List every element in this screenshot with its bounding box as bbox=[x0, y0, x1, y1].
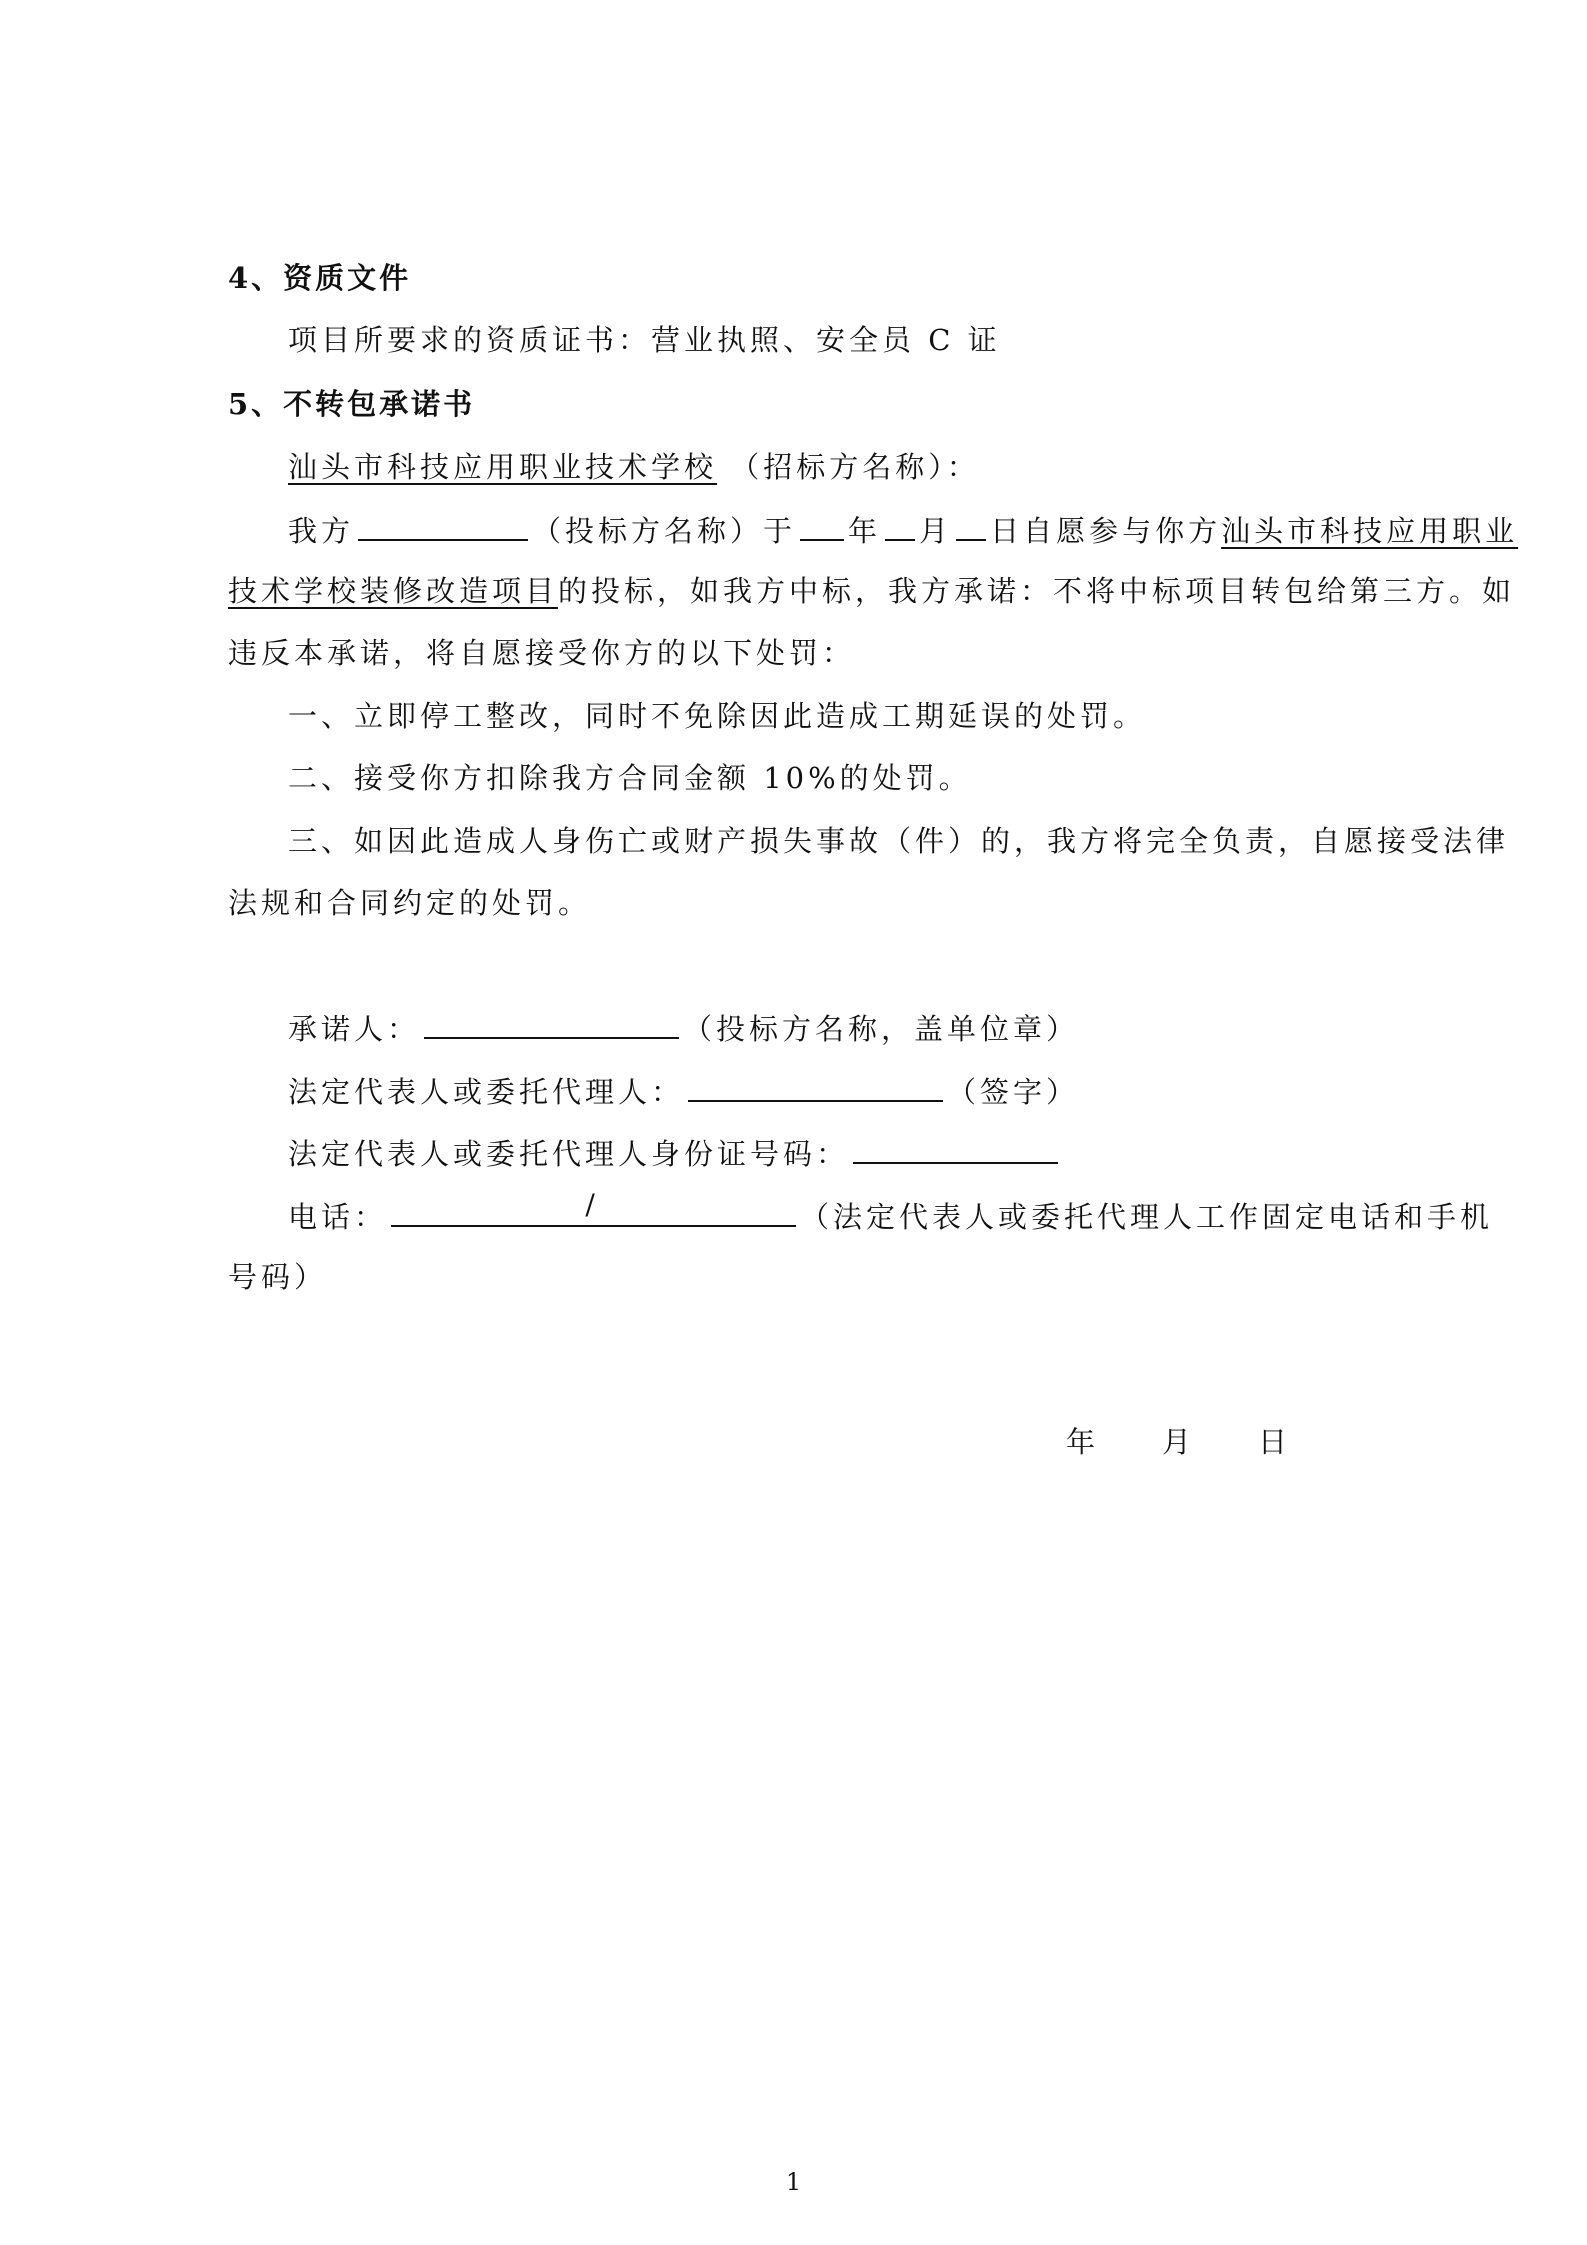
p1-year: 年 bbox=[848, 514, 882, 548]
month-blank[interactable] bbox=[885, 509, 915, 541]
phone-note-a: （法定代表人或委托代理人工作固定电话和手机 bbox=[800, 1200, 1494, 1234]
phone-blank[interactable] bbox=[391, 1188, 796, 1227]
day-blank[interactable] bbox=[956, 509, 986, 541]
page-number: 1 bbox=[785, 2168, 802, 2196]
phone-line bbox=[288, 1188, 1494, 1237]
section-5-heading: 5、不转包承诺书 bbox=[228, 387, 476, 421]
p1-bidder-label: （投标方名称）于 bbox=[532, 514, 797, 548]
date-year: 年 bbox=[1066, 1425, 1096, 1459]
phone-note-line-2: 号码） bbox=[228, 1260, 328, 1294]
addressee-name: 汕头市科技应用职业技术学校 bbox=[288, 450, 718, 484]
phone-label: 电话： bbox=[288, 1200, 388, 1234]
p1-month: 月 bbox=[919, 514, 953, 548]
representative-line bbox=[288, 1070, 1079, 1112]
penalty-item-1: 一、立即停工整改，同时不免除因此造成工期延误的处罚。 bbox=[288, 699, 1147, 733]
commitment-paragraph-line-2 bbox=[228, 571, 1515, 611]
id-number-blank[interactable] bbox=[853, 1132, 1058, 1164]
id-number-line bbox=[288, 1132, 1062, 1174]
representative-label: 法定代表人或委托代理人： bbox=[288, 1075, 685, 1109]
qualification-body: 项目所要求的资质证书：营业执照、安全员 C 证 bbox=[288, 323, 1001, 357]
project-name-part-a: 汕头市科技应用职业 bbox=[1221, 514, 1519, 548]
date-day: 日 bbox=[1258, 1425, 1288, 1459]
penalty-item-2: 二、接受你方扣除我方合同金额 10%的处罚。 bbox=[288, 761, 972, 795]
representative-signature-blank[interactable] bbox=[688, 1070, 943, 1102]
promisor-line bbox=[288, 1007, 1079, 1049]
promisor-note: （投标方名称，盖单位章） bbox=[683, 1012, 1080, 1046]
date-month: 月 bbox=[1162, 1425, 1192, 1459]
project-name-part-b: 技术学校装修改造项目 bbox=[228, 574, 559, 608]
commitment-paragraph-line-1 bbox=[288, 509, 1518, 551]
phone-separator: / bbox=[585, 1188, 599, 1221]
addressee-line bbox=[288, 447, 980, 487]
id-number-label: 法定代表人或委托代理人身份证号码： bbox=[288, 1137, 850, 1171]
promisor-label: 承诺人： bbox=[288, 1012, 421, 1046]
representative-note: （签字） bbox=[947, 1075, 1080, 1109]
addressee-suffix: （招标方名称）： bbox=[730, 450, 980, 484]
p1-commitment-text: 的投标，如我方中标，我方承诺：不将中标项目转包给第三方。如 bbox=[558, 574, 1516, 608]
penalty-item-3-line-2: 法规和合同约定的处罚。 bbox=[228, 886, 592, 920]
promisor-blank[interactable] bbox=[424, 1007, 679, 1039]
penalty-item-3-line-1: 三、如因此造成人身伤亡或财产损失事故（件）的，我方将完全负责，自愿接受法律 bbox=[288, 824, 1510, 858]
section-4-heading: 4、资质文件 bbox=[228, 261, 412, 295]
p1-we: 我方 bbox=[288, 514, 355, 548]
p1-day: 日自愿参与你方 bbox=[990, 514, 1222, 548]
commitment-paragraph-line-3: 违反本承诺，将自愿接受你方的以下处罚： bbox=[228, 636, 856, 670]
signing-date bbox=[1066, 1422, 1287, 1462]
year-blank[interactable] bbox=[800, 509, 844, 541]
bidder-name-blank[interactable] bbox=[358, 509, 528, 541]
